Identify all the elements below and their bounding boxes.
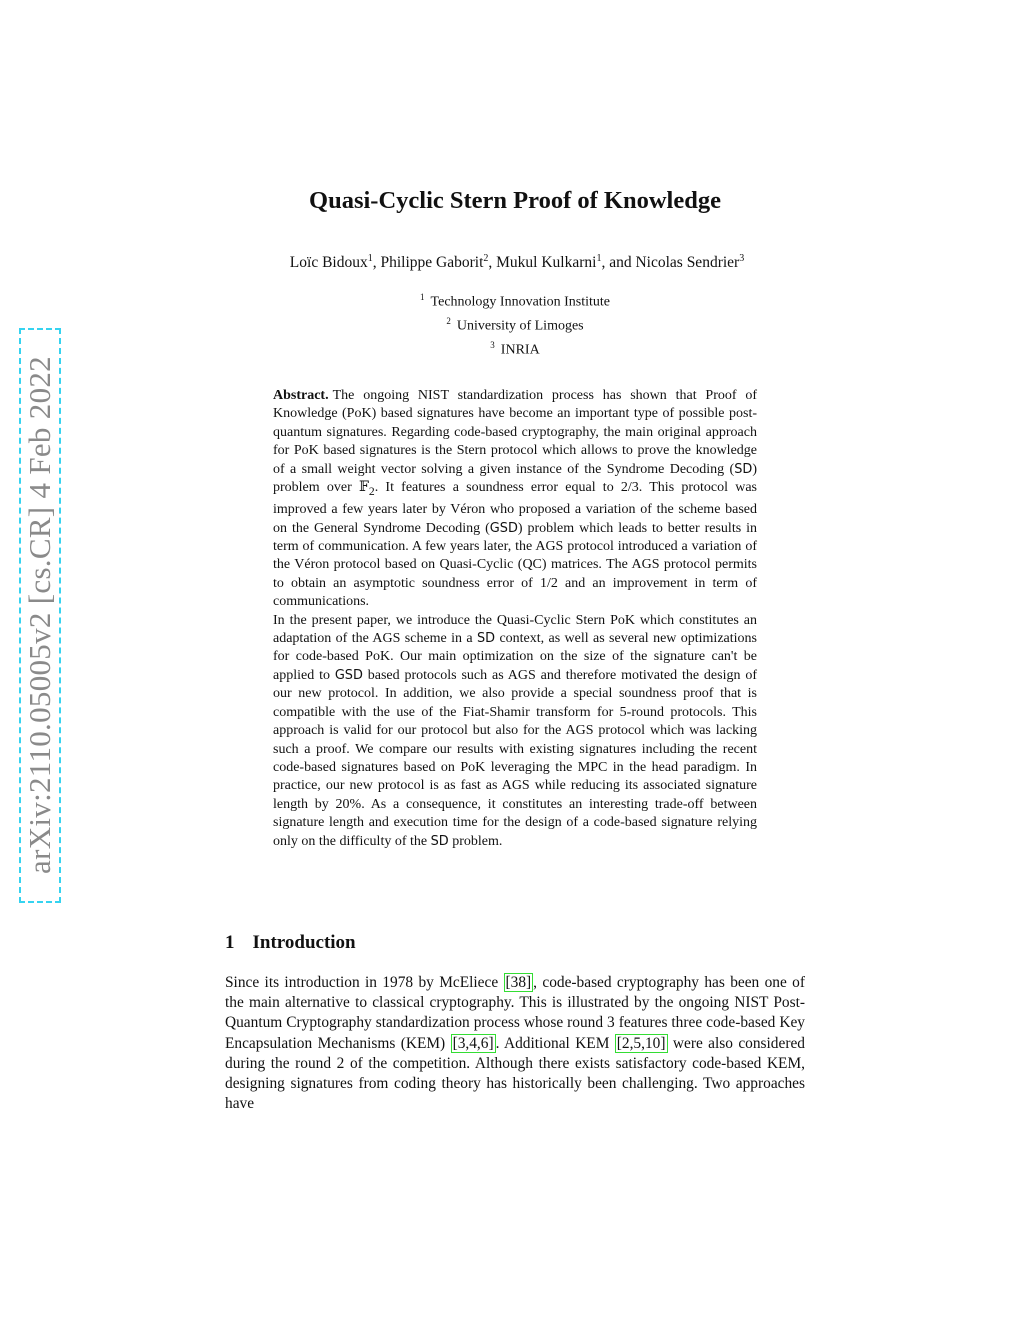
author: Philippe Gaborit (380, 254, 484, 272)
abstract-text: based protocols such as AGS and therefore motivated the design of our new protocol. In addition, we also provide a special soundness proof that is compatible with the use of the Fiat-Shamir transform for 5-round protocols. This approach is valid for our protocol but also for the AGS protocol which was lacking such a proof. We compare our results with existing signatures including the recent code-based signatures based on PoK leveraging the MPC in the head paradigm. In practice, our new protocol is as fast as AGS while reducing its associated signature length by 20%. As a consequence, it constitutes an interesting trade-off between signature length and execution time for the design of a code-based signature relying only on the difficulty of the (273, 667, 757, 849)
affiliation-name: University of Limoges (456, 318, 584, 334)
affiliation-mark: 1 (420, 292, 425, 302)
author-affil-mark: 3 (739, 253, 745, 264)
problem-name-sd: SD (734, 461, 753, 477)
author: Mukul Kulkarni (496, 254, 597, 272)
body-text: , code-based cryptography has been one of the main alternative to classical cryptography. This is illustrated by the ongoing NIST Post-Quantum Cryptography standardization process whose round 3 features three code-based Key Encapsulation Mechanisms (KEM) (225, 974, 805, 1052)
body-text: were also considered during the round 2 of the competition. Although there exists satisfactory code-based KEM, designing signatures from coding theory has historically been challenging. Two approaches have (225, 1034, 805, 1113)
affiliation-name: INRIA (500, 342, 540, 358)
body-text: . Additional KEM (495, 1034, 615, 1052)
abstract-paragraph-2 (273, 612, 757, 851)
section-title: Introduction (252, 932, 356, 953)
abstract-text: problem. (448, 833, 503, 849)
affiliation-list (0, 288, 1024, 360)
field-subscript: 2 (368, 484, 375, 498)
citation-link[interactable]: [3,4,6] (452, 1034, 494, 1052)
problem-name-gsd: GSD (489, 520, 518, 536)
author-separator: , (372, 254, 381, 272)
problem-name-sd: SD (476, 631, 496, 647)
abstract-text: . It features a soundness error equal to 2/3. This protocol was improved a few years later by Véron who proposed a variation of the scheme based on the General Syndrome Decoding ( (273, 480, 757, 536)
problem-name-gsd: GSD (334, 667, 363, 683)
intro-paragraph (225, 973, 805, 1114)
citation-link[interactable]: [38] (505, 974, 532, 991)
paper-title: Quasi-Cyclic Stern Proof of Knowledge (309, 187, 721, 214)
affiliation (0, 336, 1024, 360)
author-affil-mark: 2 (483, 253, 489, 264)
affiliation-mark: 3 (490, 340, 495, 351)
body-text: Since its introduction in 1978 by McEliece (225, 974, 504, 991)
arxiv-stamp[interactable]: arXiv:2110.05005v2 [cs.CR] 4 Feb 2022 (22, 356, 57, 874)
section-heading (225, 932, 356, 954)
abstract-text: The ongoing NIST standardization process has shown that Proof of Knowledge (PoK) based signatures have become an important type of possible post-quantum signatures. Regarding code-based cryptography, the main original approach for PoK based signatures is the Stern protocol which allows to prove the knowledge of a small weight vector solving a given instance of the Syndrome Decoding ( (273, 388, 757, 477)
affiliation-mark: 2 (446, 316, 451, 327)
citation-link[interactable]: [2,5,10] (616, 1034, 666, 1052)
section-number: 1 (225, 932, 235, 953)
author-separator: , and (601, 254, 636, 272)
author-list (0, 253, 1024, 272)
affiliation (0, 312, 1024, 336)
author-affil-mark: 1 (367, 253, 373, 264)
problem-name-sd: SD (430, 833, 449, 849)
author: Nicolas Sendrier (635, 254, 740, 272)
abstract-text: In the present paper, we introduce the Quasi-Cyclic Stern PoK which constitutes an adaptation of the AGS scheme in a (273, 612, 757, 647)
abstract (273, 387, 757, 851)
abstract-text: context, as well as several new optimizations for code-based PoK. Our main optimization on the size of the signature can't be applied to (273, 631, 757, 683)
abstract-text: ) problem which leads to better results in term of communication. A few years later, the AGS protocol introduced a variation of the Véron protocol based on Quasi-Cyclic (QC) matrices. The AGS protocol permits to obtain an asymptotic soundness error of 1/2 and an improvement in term of communications. (273, 520, 757, 610)
author: Loïc Bidoux (289, 254, 368, 272)
author-separator: , (488, 254, 497, 272)
abstract-label: Abstract. (273, 388, 329, 403)
author-affil-mark: 1 (596, 253, 602, 264)
affiliation (0, 288, 1024, 312)
affiliation-name: Technology Innovation Institute (430, 294, 610, 310)
abstract-text: ) problem over 𝔽 (273, 461, 757, 496)
abstract-paragraph-1 (273, 387, 757, 612)
